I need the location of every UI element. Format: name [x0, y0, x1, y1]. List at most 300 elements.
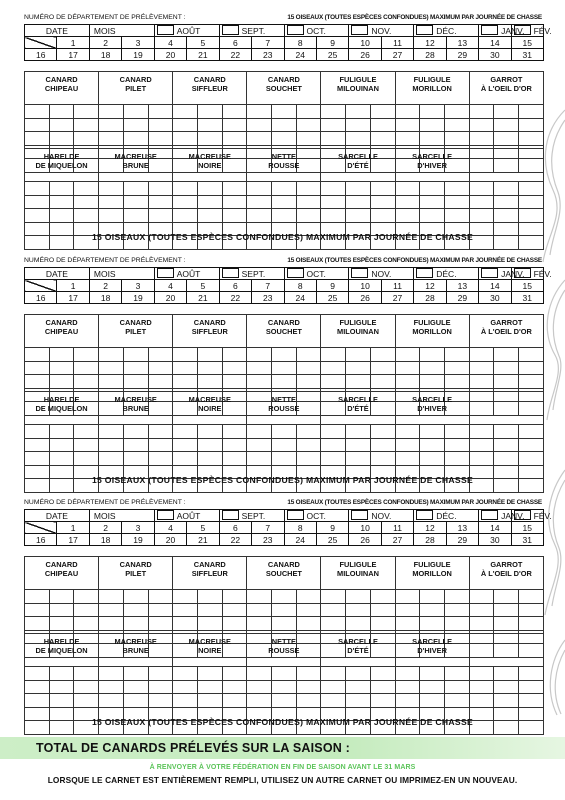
- tally-cell[interactable]: [469, 375, 494, 389]
- tally-cell[interactable]: [99, 680, 124, 694]
- tally-cell[interactable]: [346, 209, 371, 223]
- day-cell[interactable]: 5: [187, 37, 219, 49]
- tally-cell[interactable]: [420, 195, 445, 209]
- day-cell[interactable]: 24: [284, 49, 316, 61]
- tally-cell[interactable]: [197, 452, 222, 466]
- month-checkbox[interactable]: [222, 25, 239, 35]
- tally-cell[interactable]: [494, 603, 519, 617]
- day-cell[interactable]: 25: [316, 534, 348, 546]
- day-cell[interactable]: 14: [479, 280, 511, 292]
- tally-cell[interactable]: [247, 361, 272, 375]
- tally-cell[interactable]: [74, 361, 99, 375]
- day-cell[interactable]: 22: [219, 49, 251, 61]
- tally-cell[interactable]: [247, 195, 272, 209]
- tally-cell[interactable]: [247, 425, 272, 439]
- tally-cell[interactable]: [49, 438, 74, 452]
- tally-cell[interactable]: [74, 182, 99, 196]
- tally-cell[interactable]: [296, 694, 321, 708]
- tally-cell[interactable]: [272, 667, 297, 681]
- tally-cell[interactable]: [197, 195, 222, 209]
- tally-cell[interactable]: [420, 590, 445, 604]
- tally-cell[interactable]: [173, 438, 198, 452]
- day-cell[interactable]: 28: [414, 292, 446, 304]
- day-cell[interactable]: 19: [122, 292, 154, 304]
- tally-cell[interactable]: [321, 590, 346, 604]
- tally-cell[interactable]: [346, 132, 371, 146]
- tally-cell[interactable]: [296, 118, 321, 132]
- tally-cell[interactable]: [197, 617, 222, 631]
- day-cell[interactable]: 8: [284, 280, 316, 292]
- month-cell[interactable]: [414, 25, 479, 37]
- day-cell[interactable]: 18: [89, 534, 121, 546]
- tally-cell[interactable]: [123, 452, 148, 466]
- day-cell[interactable]: 2: [89, 280, 121, 292]
- tally-cell[interactable]: [346, 438, 371, 452]
- day-cell[interactable]: 12: [414, 37, 446, 49]
- tally-cell[interactable]: [148, 132, 173, 146]
- day-cell[interactable]: 23: [252, 49, 284, 61]
- tally-cell[interactable]: [247, 603, 272, 617]
- tally-cell[interactable]: [49, 680, 74, 694]
- tally-cell[interactable]: [395, 105, 420, 119]
- tally-cell[interactable]: [346, 361, 371, 375]
- tally-cell[interactable]: [444, 425, 469, 439]
- tally-cell[interactable]: [370, 425, 395, 439]
- day-cell[interactable]: 4: [154, 280, 186, 292]
- tally-cell[interactable]: [321, 375, 346, 389]
- tally-cell[interactable]: [49, 118, 74, 132]
- tally-cell[interactable]: [469, 452, 494, 466]
- month-cell[interactable]: [219, 268, 284, 280]
- tally-cell[interactable]: [469, 118, 494, 132]
- tally-cell[interactable]: [99, 438, 124, 452]
- month-checkbox[interactable]: [481, 510, 498, 520]
- tally-cell[interactable]: [346, 694, 371, 708]
- tally-cell[interactable]: [370, 118, 395, 132]
- tally-cell[interactable]: [296, 425, 321, 439]
- tally-cell[interactable]: [173, 603, 198, 617]
- day-cell[interactable]: 30: [479, 534, 511, 546]
- tally-cell[interactable]: [25, 348, 50, 362]
- day-cell[interactable]: 4: [154, 37, 186, 49]
- month-cell[interactable]: [154, 268, 219, 280]
- tally-cell[interactable]: [222, 590, 247, 604]
- tally-cell[interactable]: [99, 694, 124, 708]
- tally-cell[interactable]: [420, 452, 445, 466]
- tally-cell[interactable]: [99, 425, 124, 439]
- tally-cell[interactable]: [123, 438, 148, 452]
- tally-cell[interactable]: [222, 617, 247, 631]
- tally-cell[interactable]: [25, 361, 50, 375]
- tally-cell[interactable]: [99, 452, 124, 466]
- day-cell[interactable]: 27: [381, 49, 413, 61]
- tally-cell[interactable]: [519, 105, 544, 119]
- day-cell[interactable]: 31: [511, 49, 543, 61]
- tally-cell[interactable]: [99, 375, 124, 389]
- tally-cell[interactable]: [272, 590, 297, 604]
- tally-cell[interactable]: [296, 361, 321, 375]
- tally-cell[interactable]: [469, 617, 494, 631]
- tally-cell[interactable]: [148, 590, 173, 604]
- tally-cell[interactable]: [25, 452, 50, 466]
- tally-cell[interactable]: [222, 425, 247, 439]
- tally-cell[interactable]: [74, 195, 99, 209]
- tally-cell[interactable]: [148, 694, 173, 708]
- tally-cell[interactable]: [370, 105, 395, 119]
- tally-cell[interactable]: [148, 438, 173, 452]
- tally-cell[interactable]: [494, 375, 519, 389]
- month-checkbox[interactable]: [514, 25, 531, 35]
- day-cell[interactable]: 17: [57, 49, 89, 61]
- tally-cell[interactable]: [469, 132, 494, 146]
- tally-cell[interactable]: [494, 118, 519, 132]
- tally-cell[interactable]: [99, 209, 124, 223]
- tally-cell[interactable]: [346, 680, 371, 694]
- day-cell[interactable]: 11: [381, 522, 413, 534]
- day-cell[interactable]: 9: [316, 37, 348, 49]
- tally-cell[interactable]: [296, 195, 321, 209]
- tally-cell[interactable]: [49, 375, 74, 389]
- tally-cell[interactable]: [25, 694, 50, 708]
- month-checkbox[interactable]: [351, 25, 368, 35]
- tally-cell[interactable]: [272, 105, 297, 119]
- tally-cell[interactable]: [148, 680, 173, 694]
- tally-cell[interactable]: [222, 182, 247, 196]
- tally-cell[interactable]: [247, 182, 272, 196]
- tally-cell[interactable]: [494, 425, 519, 439]
- tally-cell[interactable]: [296, 105, 321, 119]
- day-cell[interactable]: 18: [89, 292, 121, 304]
- tally-cell[interactable]: [370, 603, 395, 617]
- month-checkbox[interactable]: [287, 268, 304, 278]
- day-cell[interactable]: 3: [122, 37, 154, 49]
- tally-cell[interactable]: [197, 425, 222, 439]
- tally-cell[interactable]: [395, 680, 420, 694]
- tally-cell[interactable]: [272, 603, 297, 617]
- tally-cell[interactable]: [74, 348, 99, 362]
- tally-cell[interactable]: [222, 195, 247, 209]
- tally-cell[interactable]: [444, 680, 469, 694]
- tally-cell[interactable]: [444, 195, 469, 209]
- tally-cell[interactable]: [272, 694, 297, 708]
- tally-cell[interactable]: [420, 182, 445, 196]
- tally-cell[interactable]: [99, 195, 124, 209]
- day-cell[interactable]: 2: [89, 522, 121, 534]
- tally-cell[interactable]: [321, 617, 346, 631]
- tally-cell[interactable]: [99, 348, 124, 362]
- tally-cell[interactable]: [74, 603, 99, 617]
- tally-cell[interactable]: [272, 425, 297, 439]
- tally-cell[interactable]: [469, 348, 494, 362]
- day-cell[interactable]: 7: [252, 37, 284, 49]
- tally-cell[interactable]: [49, 452, 74, 466]
- day-cell[interactable]: 26: [349, 49, 381, 61]
- tally-cell[interactable]: [25, 667, 50, 681]
- tally-cell[interactable]: [49, 694, 74, 708]
- tally-cell[interactable]: [420, 118, 445, 132]
- tally-cell[interactable]: [494, 694, 519, 708]
- day-cell[interactable]: 27: [381, 534, 413, 546]
- day-cell[interactable]: 10: [349, 37, 381, 49]
- day-cell[interactable]: 24: [284, 534, 316, 546]
- day-cell[interactable]: 21: [187, 534, 219, 546]
- day-cell[interactable]: 29: [446, 49, 478, 61]
- tally-cell[interactable]: [420, 694, 445, 708]
- day-cell[interactable]: 16: [25, 534, 57, 546]
- tally-cell[interactable]: [173, 452, 198, 466]
- tally-cell[interactable]: [272, 375, 297, 389]
- tally-cell[interactable]: [469, 590, 494, 604]
- tally-cell[interactable]: [222, 348, 247, 362]
- tally-cell[interactable]: [272, 617, 297, 631]
- tally-cell[interactable]: [321, 195, 346, 209]
- tally-cell[interactable]: [148, 452, 173, 466]
- tally-cell[interactable]: [370, 182, 395, 196]
- tally-cell[interactable]: [321, 118, 346, 132]
- tally-cell[interactable]: [469, 209, 494, 223]
- tally-cell[interactable]: [469, 603, 494, 617]
- tally-cell[interactable]: [296, 438, 321, 452]
- tally-cell[interactable]: [222, 680, 247, 694]
- tally-cell[interactable]: [74, 132, 99, 146]
- tally-cell[interactable]: [469, 195, 494, 209]
- tally-cell[interactable]: [74, 425, 99, 439]
- tally-cell[interactable]: [321, 438, 346, 452]
- month-checkbox[interactable]: [481, 25, 498, 35]
- tally-cell[interactable]: [395, 209, 420, 223]
- tally-cell[interactable]: [272, 438, 297, 452]
- tally-cell[interactable]: [173, 195, 198, 209]
- tally-cell[interactable]: [519, 590, 544, 604]
- tally-cell[interactable]: [296, 452, 321, 466]
- tally-cell[interactable]: [148, 425, 173, 439]
- tally-cell[interactable]: [272, 195, 297, 209]
- tally-cell[interactable]: [74, 667, 99, 681]
- tally-cell[interactable]: [197, 209, 222, 223]
- tally-cell[interactable]: [370, 132, 395, 146]
- tally-cell[interactable]: [444, 361, 469, 375]
- tally-cell[interactable]: [148, 361, 173, 375]
- day-cell[interactable]: 4: [154, 522, 186, 534]
- tally-cell[interactable]: [49, 209, 74, 223]
- tally-cell[interactable]: [420, 438, 445, 452]
- tally-cell[interactable]: [395, 590, 420, 604]
- tally-cell[interactable]: [494, 132, 519, 146]
- tally-cell[interactable]: [395, 603, 420, 617]
- tally-cell[interactable]: [197, 361, 222, 375]
- tally-cell[interactable]: [222, 694, 247, 708]
- day-cell[interactable]: 6: [219, 522, 251, 534]
- month-checkbox[interactable]: [287, 510, 304, 520]
- tally-cell[interactable]: [370, 590, 395, 604]
- tally-cell[interactable]: [346, 617, 371, 631]
- month-cell[interactable]: [511, 268, 552, 280]
- tally-cell[interactable]: [296, 348, 321, 362]
- month-cell[interactable]: [349, 268, 414, 280]
- tally-cell[interactable]: [247, 452, 272, 466]
- month-cell[interactable]: [284, 268, 349, 280]
- tally-cell[interactable]: [444, 105, 469, 119]
- tally-cell[interactable]: [247, 694, 272, 708]
- tally-cell[interactable]: [123, 667, 148, 681]
- tally-cell[interactable]: [99, 118, 124, 132]
- day-cell[interactable]: 26: [349, 534, 381, 546]
- day-cell[interactable]: 14: [479, 522, 511, 534]
- day-cell[interactable]: 14: [479, 37, 511, 49]
- tally-cell[interactable]: [49, 617, 74, 631]
- tally-cell[interactable]: [222, 452, 247, 466]
- tally-cell[interactable]: [123, 182, 148, 196]
- tally-cell[interactable]: [321, 361, 346, 375]
- tally-cell[interactable]: [25, 438, 50, 452]
- tally-cell[interactable]: [25, 603, 50, 617]
- tally-cell[interactable]: [99, 603, 124, 617]
- tally-cell[interactable]: [395, 182, 420, 196]
- tally-cell[interactable]: [494, 195, 519, 209]
- day-cell[interactable]: 16: [25, 292, 57, 304]
- tally-cell[interactable]: [222, 375, 247, 389]
- tally-cell[interactable]: [519, 617, 544, 631]
- tally-cell[interactable]: [321, 182, 346, 196]
- tally-cell[interactable]: [173, 182, 198, 196]
- month-checkbox[interactable]: [514, 268, 531, 278]
- tally-cell[interactable]: [469, 425, 494, 439]
- tally-cell[interactable]: [321, 667, 346, 681]
- tally-cell[interactable]: [346, 590, 371, 604]
- day-cell[interactable]: 30: [479, 49, 511, 61]
- tally-cell[interactable]: [222, 667, 247, 681]
- tally-cell[interactable]: [123, 348, 148, 362]
- tally-cell[interactable]: [519, 680, 544, 694]
- month-cell[interactable]: [479, 268, 525, 280]
- tally-cell[interactable]: [197, 694, 222, 708]
- tally-cell[interactable]: [123, 118, 148, 132]
- tally-cell[interactable]: [444, 590, 469, 604]
- tally-cell[interactable]: [420, 603, 445, 617]
- tally-cell[interactable]: [296, 667, 321, 681]
- day-cell[interactable]: 31: [511, 534, 543, 546]
- tally-cell[interactable]: [49, 425, 74, 439]
- day-cell[interactable]: 13: [446, 522, 478, 534]
- tally-cell[interactable]: [395, 195, 420, 209]
- tally-cell[interactable]: [148, 603, 173, 617]
- tally-cell[interactable]: [49, 132, 74, 146]
- day-cell[interactable]: 21: [187, 49, 219, 61]
- tally-cell[interactable]: [197, 105, 222, 119]
- tally-cell[interactable]: [519, 348, 544, 362]
- tally-cell[interactable]: [494, 105, 519, 119]
- month-cell[interactable]: [349, 510, 414, 522]
- tally-cell[interactable]: [519, 209, 544, 223]
- month-cell[interactable]: [154, 510, 219, 522]
- tally-cell[interactable]: [296, 617, 321, 631]
- tally-cell[interactable]: [519, 425, 544, 439]
- tally-cell[interactable]: [49, 348, 74, 362]
- day-cell[interactable]: 20: [154, 292, 186, 304]
- department-field-label[interactable]: NUMÉRO DE DÉPARTEMENT DE PRÉLÈVEMENT :: [24, 257, 186, 264]
- tally-cell[interactable]: [148, 617, 173, 631]
- month-checkbox[interactable]: [351, 268, 368, 278]
- tally-cell[interactable]: [123, 132, 148, 146]
- month-checkbox[interactable]: [157, 268, 174, 278]
- tally-cell[interactable]: [99, 590, 124, 604]
- tally-cell[interactable]: [272, 680, 297, 694]
- month-cell[interactable]: [219, 510, 284, 522]
- day-cell[interactable]: 13: [446, 280, 478, 292]
- day-cell[interactable]: 6: [219, 37, 251, 49]
- tally-cell[interactable]: [173, 209, 198, 223]
- tally-cell[interactable]: [519, 361, 544, 375]
- tally-cell[interactable]: [99, 182, 124, 196]
- day-cell[interactable]: 21: [187, 292, 219, 304]
- tally-cell[interactable]: [296, 375, 321, 389]
- tally-cell[interactable]: [469, 361, 494, 375]
- month-cell[interactable]: [511, 510, 552, 522]
- tally-cell[interactable]: [197, 603, 222, 617]
- tally-cell[interactable]: [494, 452, 519, 466]
- tally-cell[interactable]: [296, 603, 321, 617]
- tally-cell[interactable]: [272, 348, 297, 362]
- tally-cell[interactable]: [370, 348, 395, 362]
- tally-cell[interactable]: [173, 132, 198, 146]
- tally-cell[interactable]: [197, 438, 222, 452]
- tally-cell[interactable]: [346, 603, 371, 617]
- tally-cell[interactable]: [197, 590, 222, 604]
- tally-cell[interactable]: [99, 105, 124, 119]
- tally-cell[interactable]: [494, 590, 519, 604]
- day-cell[interactable]: 16: [25, 49, 57, 61]
- tally-cell[interactable]: [444, 209, 469, 223]
- day-cell[interactable]: 9: [316, 280, 348, 292]
- tally-cell[interactable]: [296, 680, 321, 694]
- tally-cell[interactable]: [321, 603, 346, 617]
- month-checkbox[interactable]: [416, 25, 433, 35]
- tally-cell[interactable]: [49, 105, 74, 119]
- tally-cell[interactable]: [173, 375, 198, 389]
- day-cell[interactable]: 11: [381, 37, 413, 49]
- tally-cell[interactable]: [346, 348, 371, 362]
- tally-cell[interactable]: [321, 105, 346, 119]
- tally-cell[interactable]: [494, 209, 519, 223]
- tally-cell[interactable]: [247, 375, 272, 389]
- tally-cell[interactable]: [74, 617, 99, 631]
- day-cell[interactable]: 3: [122, 522, 154, 534]
- tally-cell[interactable]: [519, 118, 544, 132]
- tally-cell[interactable]: [247, 132, 272, 146]
- tally-cell[interactable]: [346, 452, 371, 466]
- day-cell[interactable]: 24: [284, 292, 316, 304]
- tally-cell[interactable]: [74, 209, 99, 223]
- tally-cell[interactable]: [74, 452, 99, 466]
- tally-cell[interactable]: [74, 438, 99, 452]
- tally-cell[interactable]: [420, 105, 445, 119]
- tally-cell[interactable]: [272, 182, 297, 196]
- department-field-label[interactable]: NUMÉRO DE DÉPARTEMENT DE PRÉLÈVEMENT :: [24, 14, 186, 21]
- tally-cell[interactable]: [321, 425, 346, 439]
- tally-cell[interactable]: [222, 118, 247, 132]
- tally-cell[interactable]: [123, 209, 148, 223]
- tally-cell[interactable]: [123, 694, 148, 708]
- tally-cell[interactable]: [519, 694, 544, 708]
- tally-cell[interactable]: [25, 105, 50, 119]
- tally-cell[interactable]: [469, 680, 494, 694]
- tally-cell[interactable]: [395, 452, 420, 466]
- tally-cell[interactable]: [370, 361, 395, 375]
- tally-cell[interactable]: [370, 438, 395, 452]
- tally-cell[interactable]: [123, 680, 148, 694]
- tally-cell[interactable]: [444, 667, 469, 681]
- tally-cell[interactable]: [395, 348, 420, 362]
